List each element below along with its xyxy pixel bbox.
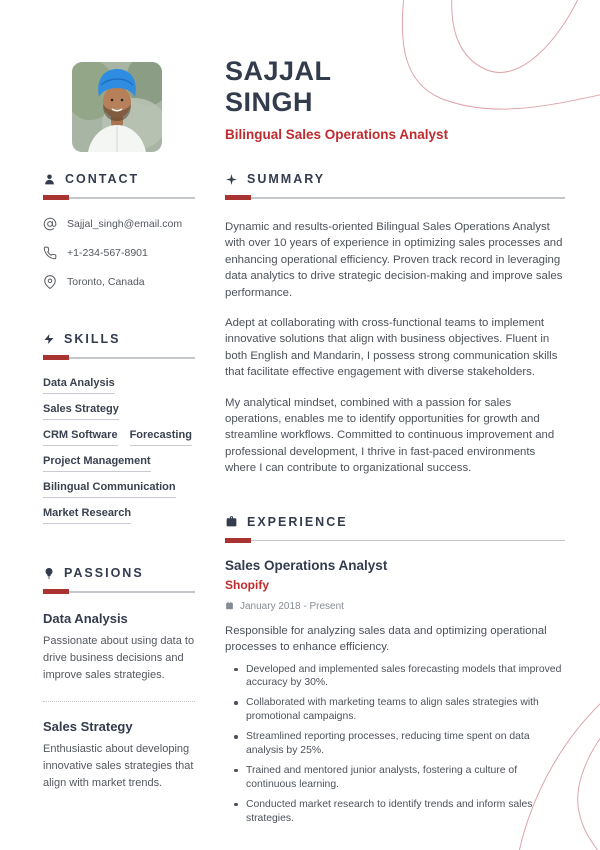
first-name: SAJJAL	[225, 56, 332, 86]
contact-heading-rule	[43, 195, 195, 200]
contact-email-text: Sajjal_singh@email.com	[67, 218, 183, 230]
skill-item: Sales Strategy	[43, 403, 119, 420]
contact-list	[43, 217, 195, 289]
calendar-icon	[225, 601, 234, 613]
experience-section	[225, 515, 565, 850]
passions-heading-row	[43, 566, 195, 580]
map-pin-icon	[43, 275, 57, 289]
summary-paragraph: My analytical mindset, combined with a passion for sales operations, enables me to identify opportunities for growth and streamline workflows. Committed to continuous improvement and professional development, I thrive in fast-paced environments where I can contribute to organizational success.	[225, 396, 555, 475]
job-company: Shopify	[225, 577, 269, 592]
sidebar	[43, 172, 195, 792]
passions-heading: PASSIONS	[64, 566, 144, 580]
job-bullet: Conducted market research to identify trends and inform sales strategies.	[225, 798, 565, 826]
job-summary: Responsible for analyzing sales data and optimizing operational processes to enhance efficiency.	[225, 624, 547, 654]
skills-list	[43, 377, 195, 524]
skill-item: Project Management	[43, 455, 151, 472]
contact-heading-row	[43, 172, 195, 186]
lightning-icon	[43, 332, 55, 346]
experience-heading-rule	[225, 538, 565, 543]
job-role: Sales Operations Analyst	[225, 557, 388, 573]
skills-heading-rule	[43, 355, 195, 360]
summary-heading: SUMMARY	[247, 172, 326, 186]
passion-description: Passionate about using data to drive business decisions and improve sales strategies.	[43, 635, 195, 682]
job-entry	[225, 558, 565, 826]
job-bullet: Trained and mentored junior analysts, fostering a culture of continuous learning.	[225, 764, 565, 792]
skills-section	[43, 332, 195, 524]
phone-icon	[43, 246, 57, 260]
skill-item: Forecasting	[130, 429, 192, 446]
lightbulb-icon	[43, 566, 55, 580]
passions-section	[43, 566, 195, 792]
contact-location-text: Toronto, Canada	[67, 276, 145, 288]
job-dates: January 2018 - Present	[240, 601, 344, 613]
last-name: SINGH	[225, 87, 314, 117]
passion-description: Enthusiastic about developing innovative sales strategies that align with market trends.	[43, 743, 194, 790]
contact-item-phone	[43, 246, 195, 260]
job-bullet: Developed and implemented sales forecasting models that improved accuracy by 30%.	[225, 663, 565, 691]
job-bullet: Streamlined reporting processes, reducing time spent on data analysis by 25%.	[225, 730, 565, 758]
passion-item	[43, 611, 195, 684]
contact-item-location	[43, 275, 195, 289]
person-icon	[43, 173, 56, 186]
passion-item	[43, 719, 195, 792]
job-title: Bilingual Sales Operations Analyst	[225, 127, 449, 142]
passions-heading-rule	[43, 589, 195, 594]
contact-phone-text: +1-234-567-8901	[67, 247, 148, 259]
summary-paragraph: Adept at collaborating with cross-functional teams to implement innovative solutions that align with business objectives. Fluent in both English and Mandarin, I possess strong communication skills that facilitate effective engagement with diverse stakeholders.	[225, 317, 558, 379]
passion-title: Data Analysis	[43, 611, 128, 626]
summary-heading-rule	[225, 195, 565, 200]
job-date-row	[225, 601, 565, 613]
contact-section	[43, 172, 195, 289]
profile-photo	[72, 62, 162, 152]
skill-item: Market Research	[43, 507, 131, 524]
summary-section	[225, 172, 565, 477]
experience-heading: EXPERIENCE	[247, 514, 348, 529]
sparkle-icon	[225, 173, 238, 186]
main-content	[225, 172, 565, 850]
experience-heading-row	[225, 515, 565, 529]
passion-title: Sales Strategy	[43, 719, 133, 735]
skills-heading: SKILLS	[64, 332, 121, 346]
job-bullet: Collaborated with marketing teams to align sales strategies with promotional campaigns.	[225, 696, 565, 724]
skills-heading-row	[43, 332, 195, 346]
contact-item-email	[43, 217, 195, 231]
profile-photo-illustration	[72, 62, 162, 152]
summary-heading-row	[225, 172, 565, 186]
skill-item: Data Analysis	[43, 377, 115, 394]
briefcase-icon	[225, 515, 238, 528]
contact-heading: CONTACT	[65, 172, 140, 186]
job-bullet-list	[225, 663, 565, 826]
dotted-divider	[43, 701, 195, 702]
summary-paragraph: Dynamic and results-oriented Bilingual Sales Operations Analyst with over 10 years of experience in optimizing sales processes and enhancing operational efficiency. Proven track record in leveraging data analytics to drive strategic decision-making and improve sales performance.	[225, 221, 563, 299]
at-sign-icon	[43, 217, 57, 231]
skill-item: Bilingual Communication	[43, 481, 176, 498]
skill-item: CRM Software	[43, 429, 118, 446]
header-block	[225, 56, 565, 142]
